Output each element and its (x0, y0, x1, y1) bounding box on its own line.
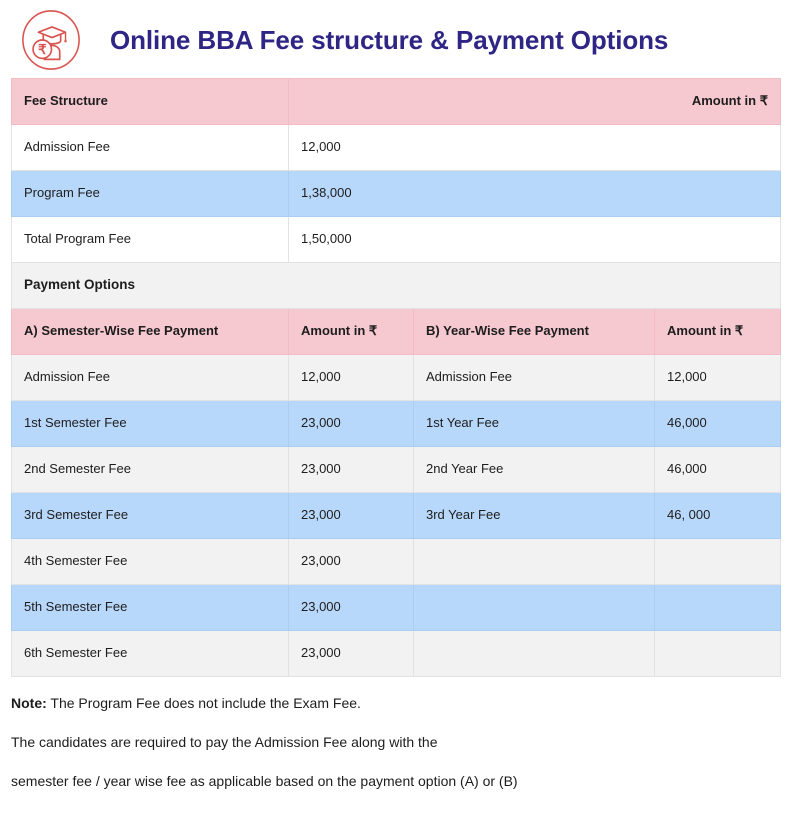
fee-structure-table (11, 78, 781, 677)
semester-fee-label: 6th Semester Fee (12, 631, 289, 677)
table-row (12, 171, 781, 217)
fee-label: Total Program Fee (12, 217, 289, 263)
table-row (12, 355, 781, 401)
semester-fee-label: 3rd Semester Fee (12, 493, 289, 539)
table-row (12, 401, 781, 447)
semester-fee-label: 1st Semester Fee (12, 401, 289, 447)
note-text: The Program Fee does not include the Exam Fee. (46, 695, 361, 711)
table-row (12, 493, 781, 539)
year-fee-amount (655, 585, 781, 631)
year-fee-amount: 12,000 (655, 355, 781, 401)
table-row (12, 125, 781, 171)
fee-label: Admission Fee (12, 125, 289, 171)
semester-fee-label: 5th Semester Fee (12, 585, 289, 631)
table-row (12, 585, 781, 631)
column-header-amount: Amount in ₹ (289, 79, 781, 125)
year-fee-label (414, 539, 655, 585)
page-header (0, 0, 793, 78)
year-fee-label (414, 631, 655, 677)
graduate-rupee-logo-icon (20, 9, 82, 71)
year-fee-amount: 46,000 (655, 447, 781, 493)
note-line-3: semester fee / year wise fee as applicable based on the payment option (A) or (B) (11, 772, 518, 789)
semester-fee-label: Admission Fee (12, 355, 289, 401)
semester-fee-label: 4th Semester Fee (12, 539, 289, 585)
year-fee-amount (655, 631, 781, 677)
semester-fee-amount: 12,000 (289, 355, 414, 401)
table-row (12, 217, 781, 263)
column-header-year-amount: Amount in ₹ (655, 309, 781, 355)
column-header-fee-structure: Fee Structure (12, 79, 289, 125)
semester-fee-amount: 23,000 (289, 585, 414, 631)
fee-amount: 12,000 (289, 125, 781, 171)
semester-fee-amount: 23,000 (289, 493, 414, 539)
semester-fee-amount: 23,000 (289, 631, 414, 677)
payment-options-header-row (12, 309, 781, 355)
year-fee-amount: 46, 000 (655, 493, 781, 539)
semester-fee-label: 2nd Semester Fee (12, 447, 289, 493)
year-fee-label (414, 585, 655, 631)
year-fee-amount (655, 539, 781, 585)
page-title: Online BBA Fee structure & Payment Options (110, 24, 669, 55)
column-header-semester-amount: Amount in ₹ (289, 309, 414, 355)
table-row (12, 539, 781, 585)
column-header-semester-wise: A) Semester-Wise Fee Payment (12, 309, 289, 355)
note-line-1 (11, 695, 780, 712)
fee-label: Program Fee (12, 171, 289, 217)
notes-section (0, 677, 793, 789)
year-fee-label: Admission Fee (414, 355, 655, 401)
table-row (12, 447, 781, 493)
year-fee-label: 1st Year Fee (414, 401, 655, 447)
payment-options-section-row (12, 263, 781, 309)
fee-structure-header-row (12, 79, 781, 125)
note-label: Note: (11, 695, 47, 711)
fee-amount: 1,50,000 (289, 217, 781, 263)
payment-options-title: Payment Options (12, 263, 781, 309)
fee-amount: 1,38,000 (289, 171, 781, 217)
year-fee-label: 2nd Year Fee (414, 447, 655, 493)
semester-fee-amount: 23,000 (289, 401, 414, 447)
svg-text:₹: ₹ (37, 42, 47, 58)
note-line-2: The candidates are required to pay the Admission Fee along with the (11, 733, 438, 750)
table-row (12, 631, 781, 677)
year-fee-amount: 46,000 (655, 401, 781, 447)
column-header-year-wise: B) Year-Wise Fee Payment (414, 309, 655, 355)
fee-table-container (0, 78, 793, 677)
semester-fee-amount: 23,000 (289, 539, 414, 585)
year-fee-label: 3rd Year Fee (414, 493, 655, 539)
semester-fee-amount: 23,000 (289, 447, 414, 493)
